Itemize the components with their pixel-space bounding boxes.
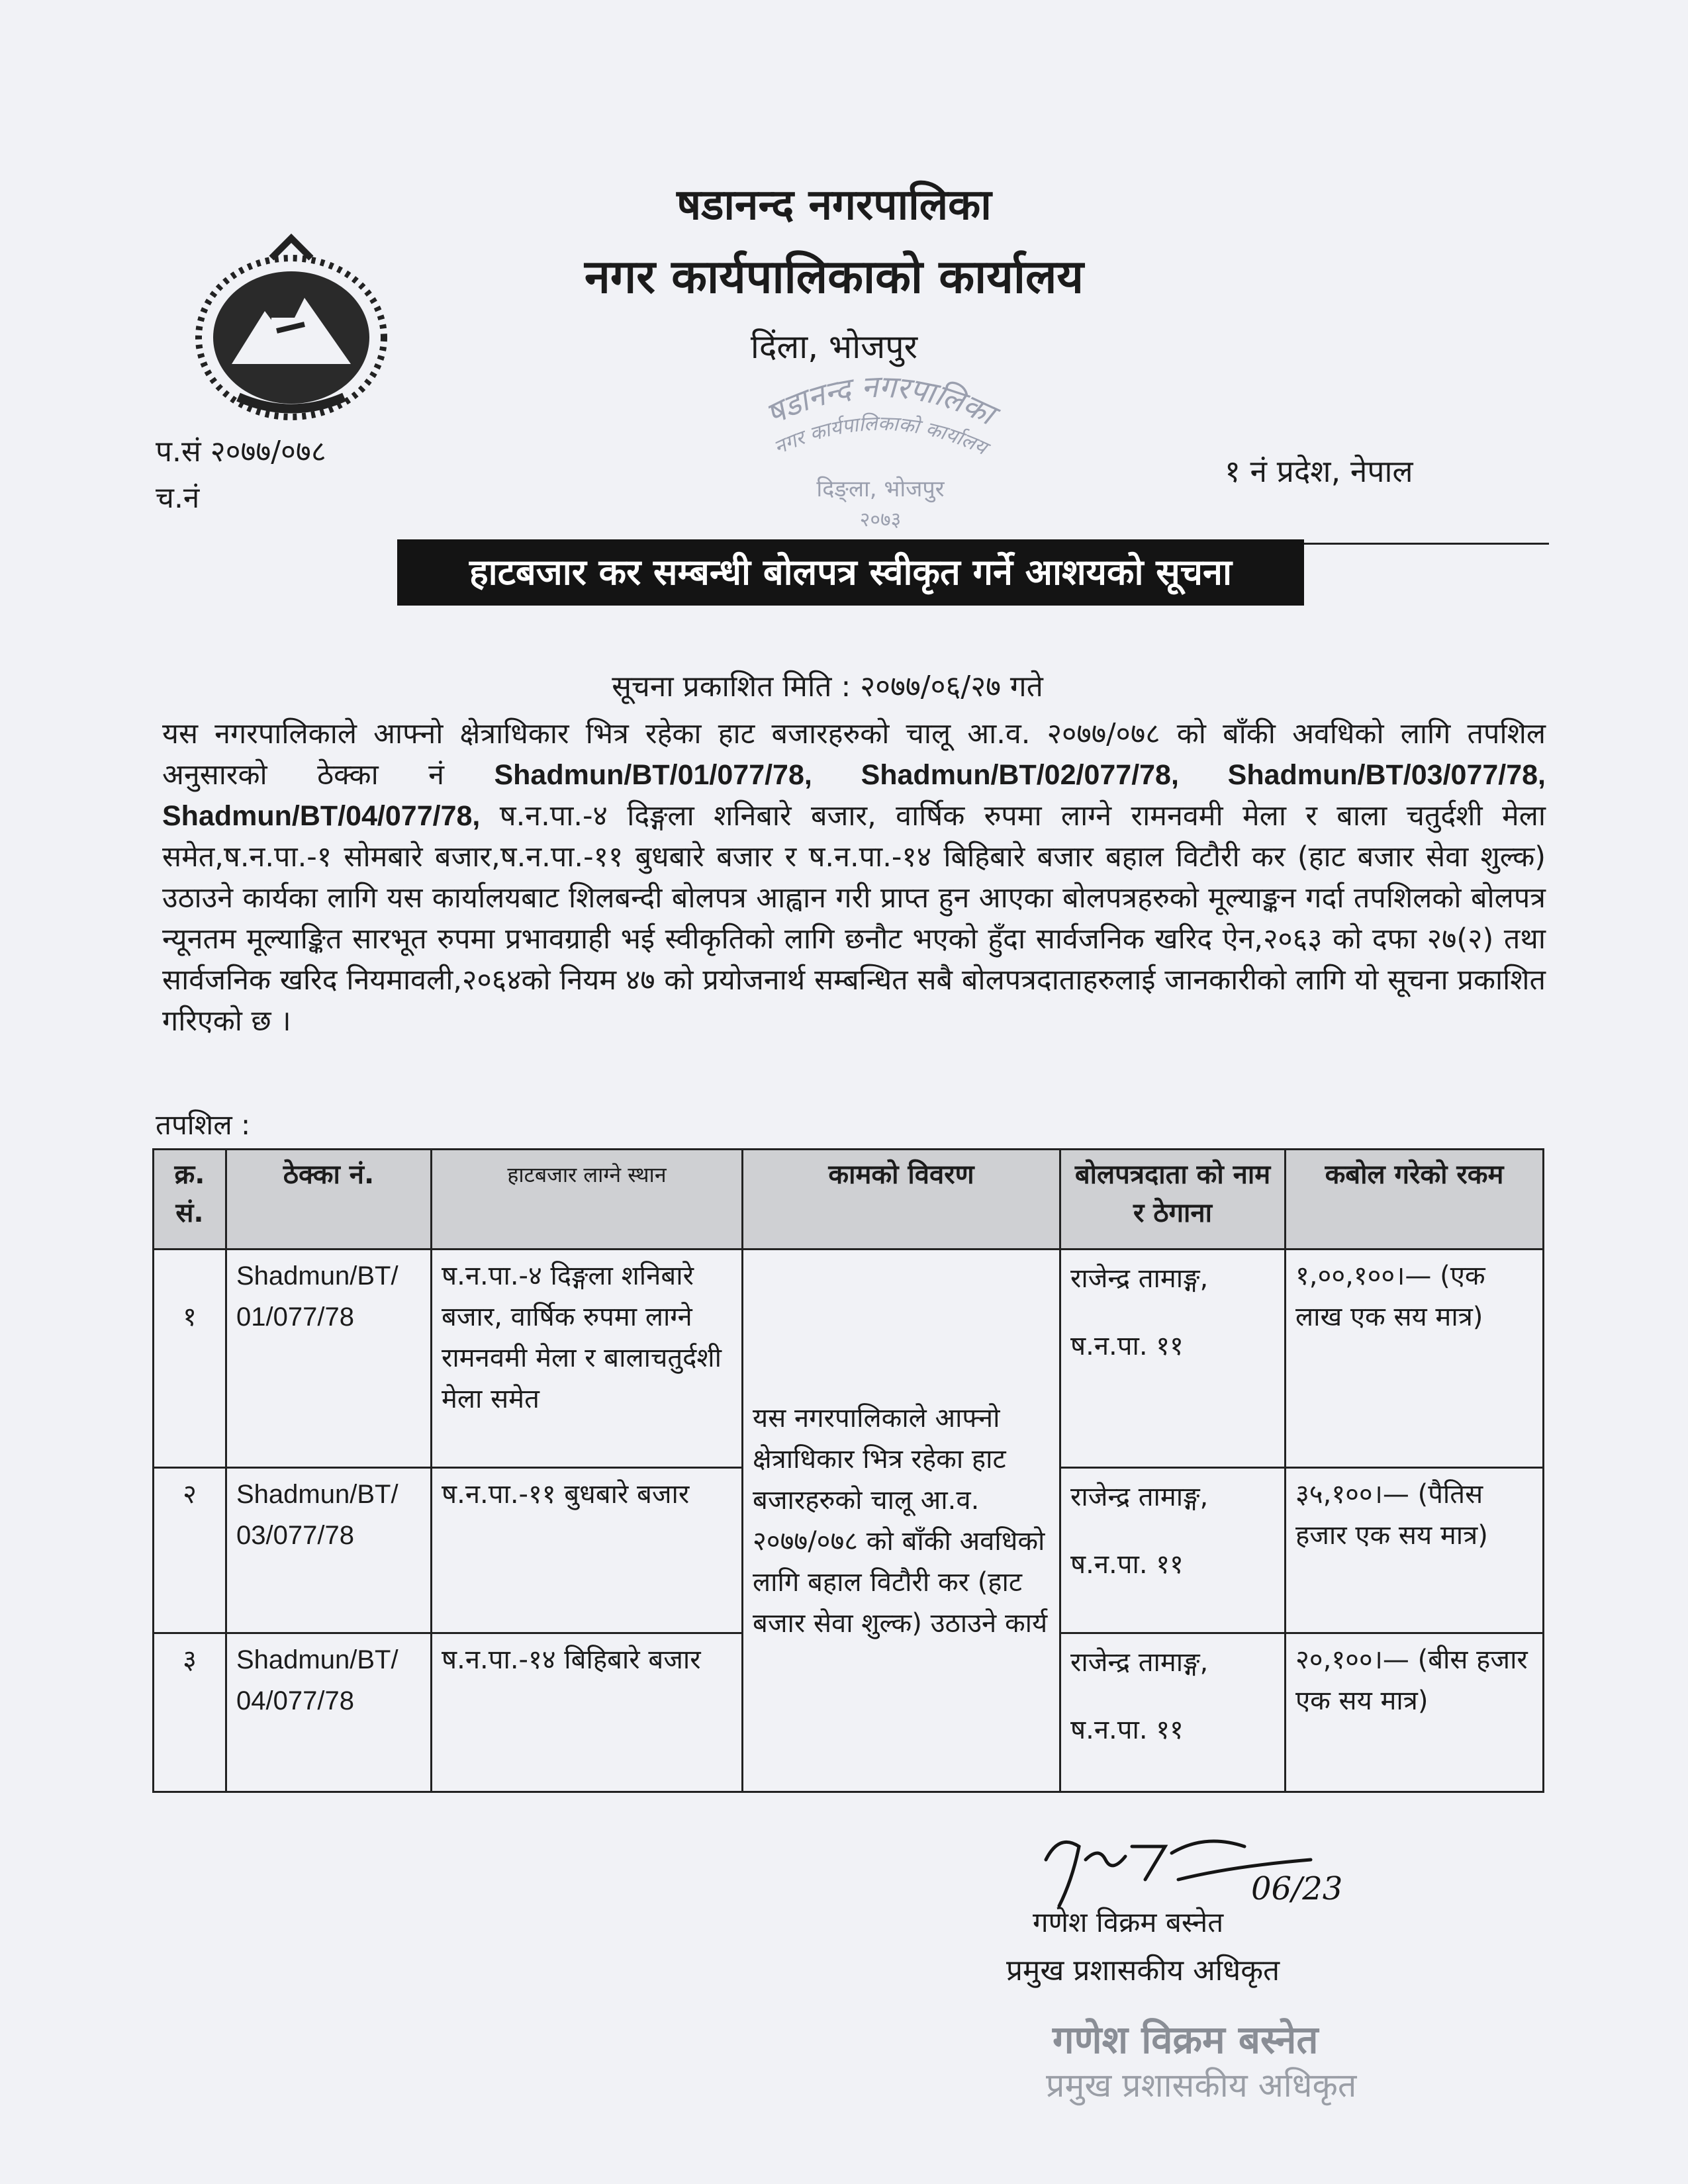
row-contract-no: Shadmun/BT/ 01/077/78 [226,1250,432,1468]
row-bidder [1060,1250,1286,1468]
row-amount: २०,१००।— (बीस हजार एक सय मात्र) [1286,1633,1544,1792]
province-label: १ नं प्रदेश, नेपाल [1225,453,1413,489]
bidder-name: राजेन्द्र तामाङ्ग, [1070,1263,1209,1294]
reference-number: प.सं २०७७/०७८ [156,435,326,469]
bidder-name: राजेन्द्र तामाङ्ग, [1070,1482,1209,1512]
row-amount: ३५,१००।— (पैतिस हजार एक सय मात्र) [1286,1468,1544,1633]
contract-table [152,1148,1544,1793]
header-work-description: कामको विवरण [743,1150,1060,1250]
contract-codes: Shadmun/BT/01/077/78, Shadmun/BT/02/077/78, Shadmun/BT/03/077/78, Shadmun/BT/04/077/78, [162,759,1546,832]
header-location: हाटबजार लाग्ने स्थान [432,1150,743,1250]
row-bidder [1060,1468,1286,1633]
signer-title: प्रमुख प्रशासकीय अधिकृत [1006,1954,1280,1987]
office-subtitle: नगर कार्यपालिकाको कार्यालय [584,250,1084,304]
stamp-line-3: दिङ्ला, भोजपुर [816,476,945,502]
row-work-description: यस नगरपालिकाले आफ्नो क्षेत्राधिकार भित्र रहेका हाट बजारहरुको चालू आ.व. २०७७/०७८ को बाँकी अवधिको लागि बहाल विटौरी कर (हाट बजार सेवा शुल्क) उठाउने कार्य [743,1250,1060,1792]
row-amount: १,००,१००।— (एक लाख एक सय मात्र) [1286,1250,1544,1468]
row-location: ष.न.पा.-११ बुधबारे बजार [432,1468,743,1633]
bidder-address: ष.न.पा. ११ [1070,1715,1184,1745]
office-name: षडानन्द नगरपालिका [677,181,992,230]
signer-name: गणेश विक्रम बस्नेत [1033,1906,1224,1938]
header-bidder: बोलपत्रदाता को नाम र ठेगाना [1060,1150,1286,1250]
notice-title: हाटबजार कर सम्बन्धी बोलपत्र स्वीकृत गर्ने आशयको सूचना [397,539,1304,606]
bidder-name: राजेन्द्र तामाङ्ग, [1070,1647,1209,1678]
dispatch-number: च.नं [156,481,200,515]
schedule-label: तपशिल : [156,1109,251,1141]
row-serial: १ [154,1250,226,1468]
body-text-part-1: यस नगरपालिकाले आफ्नो क्षेत्राधिकार भित्र रहेका हाट बजारहरुको चालू आ.व. २०७७/०७८ को बाँकी अवधिको लागि तपशिल अनुसारको ठेक्का नं [162,717,1546,792]
row-contract-no: Shadmun/BT/ 04/077/78 [226,1633,432,1792]
bidder-address: ष.न.पा. ११ [1070,1331,1184,1361]
signature-date: 06/23 [1251,1870,1343,1907]
name-stamp: गणेश विक्रम बस्नेत [1053,2017,1319,2062]
row-location: ष.न.पा.-४ दिङ्गला शनिबारे बजार, वार्षिक रुपमा लाग्ने रामनवमी मेला र बालाचतुर्दशी मेला समेत [432,1250,743,1468]
stamp-line-1: षडानन्द नगरपालिका [759,368,1001,432]
nepal-emblem-icon [192,232,391,424]
table-row [154,1250,1544,1468]
header-contract-no: ठेक्का नं. [226,1150,432,1250]
table-header-row [154,1150,1544,1250]
row-serial: २ [154,1468,226,1633]
stamp-line-4: २०७३ [859,508,902,531]
body-text-part-2: ष.न.पा.-४ दिङ्गला शनिबारे बजार, वार्षिक रुपमा लाग्ने रामनवमी मेला र बाला चतुर्दशी मेला समेत,ष.न.पा.-१ सोमबारे बजार,ष.न.पा.-११ बुधबारे बजार र ष.न.पा.-१४ बिहिबारे बजार बहाल विटौरी कर (हाट बजार सेवा शुल्क) उठाउने कार्यका लागि यस कार्यालयबाट शिलबन्दी बोलपत्र आह्वान गरी प्राप्त हुन आएका बोलपत्रहरुको मूल्याङ्कन गर्दा तपशिलको बोलपत्र न्यूनतम मूल्याङ्कित सारभूत रुपमा प्रभावग्राही भई स्वीकृतिको लागि छनौट भएको हुँदा सार्वजनिक खरिद ऐन,२०६३ को दफा २७(२) तथा सार्वजनिक खरिद नियमावली,२०६४को नियम ४७ को प्रयोजनार्थ सम्बन्धित सबै बोलपत्रदाताहरुलाई जानकारीको लागि यो सूचना प्रकाशित गरिएको छ । [162,799,1546,1038]
header-amount: कबोल गरेको रकम [1286,1150,1544,1250]
bidder-address: ष.न.पा. ११ [1070,1549,1184,1580]
office-address: दिंला, भोजपुर [750,328,918,366]
notice-body [162,713,1546,1042]
stamp-line-2: नगर कार्यपालिकाको कार्यालय [770,412,991,460]
title-stamp: प्रमुख प्रशासकीय अधिकृत [1046,2066,1357,2105]
row-serial: ३ [154,1633,226,1792]
row-location: ष.न.पा.-१४ बिहिबारे बजार [432,1633,743,1792]
row-bidder [1060,1633,1286,1792]
office-stamp [728,361,1033,539]
publication-date: सूचना प्रकाशित मिति : २०७७/०६/२७ गते [612,670,1043,704]
handwritten-signature [1033,1820,1364,1913]
header-serial: क्र. सं. [154,1150,226,1250]
row-contract-no: Shadmun/BT/ 03/077/78 [226,1468,432,1633]
